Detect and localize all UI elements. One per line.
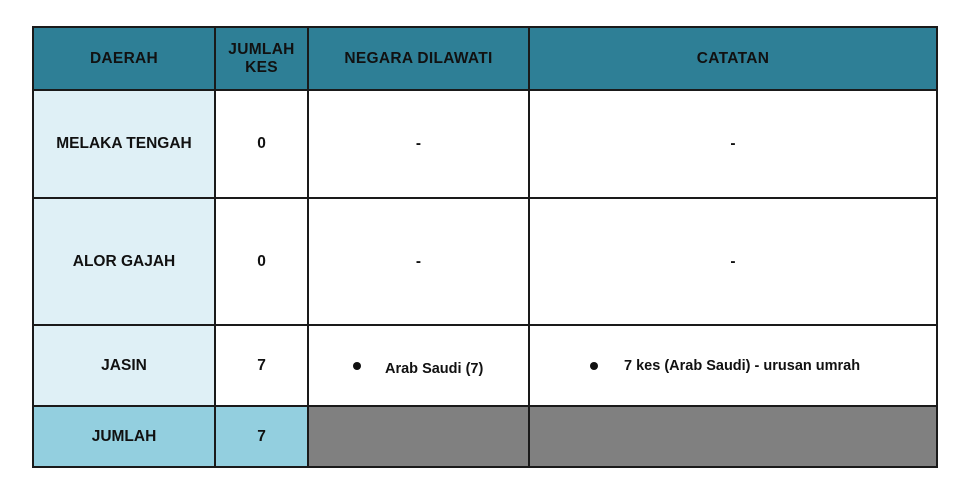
table-row <box>33 325 937 406</box>
header-row <box>33 27 937 90</box>
header-catatan: CATATAN <box>529 27 937 90</box>
header-jumlah-kes-line1: JUMLAH <box>228 40 295 58</box>
total-row <box>33 406 937 467</box>
bullet-icon <box>353 362 361 370</box>
header-jumlah-kes <box>215 27 308 90</box>
header-daerah: DAERAH <box>33 27 215 90</box>
empty-cell <box>308 406 529 467</box>
table-row <box>33 90 937 198</box>
empty-cell <box>529 406 937 467</box>
cell-daerah: ALOR GAJAH <box>33 198 215 325</box>
bullet-text: Arab Saudi (7) <box>385 360 484 377</box>
bullet-icon <box>590 362 598 370</box>
cell-daerah: MELAKA TENGAH <box>33 90 215 198</box>
bullet-list-item <box>536 358 930 374</box>
cell-catatan: - <box>529 198 937 325</box>
cell-jumlah-kes: 7 <box>215 325 308 406</box>
cell-daerah: JASIN <box>33 325 215 406</box>
district-cases-table <box>32 26 938 468</box>
table-row <box>33 198 937 325</box>
cell-jumlah-kes: 0 <box>215 90 308 198</box>
header-negara-dilawati: NEGARA DILAWATI <box>308 27 529 90</box>
total-label: JUMLAH <box>33 406 215 467</box>
cell-negara <box>308 325 529 406</box>
header-jumlah-kes-line2: KES <box>245 58 278 76</box>
cell-negara: - <box>308 90 529 198</box>
cell-negara: - <box>308 198 529 325</box>
bullet-list-item <box>315 355 522 377</box>
cell-jumlah-kes: 0 <box>215 198 308 325</box>
total-value: 7 <box>215 406 308 467</box>
cell-catatan <box>529 325 937 406</box>
bullet-text: 7 kes (Arab Saudi) - urusan umrah <box>624 357 861 374</box>
cell-catatan: - <box>529 90 937 198</box>
